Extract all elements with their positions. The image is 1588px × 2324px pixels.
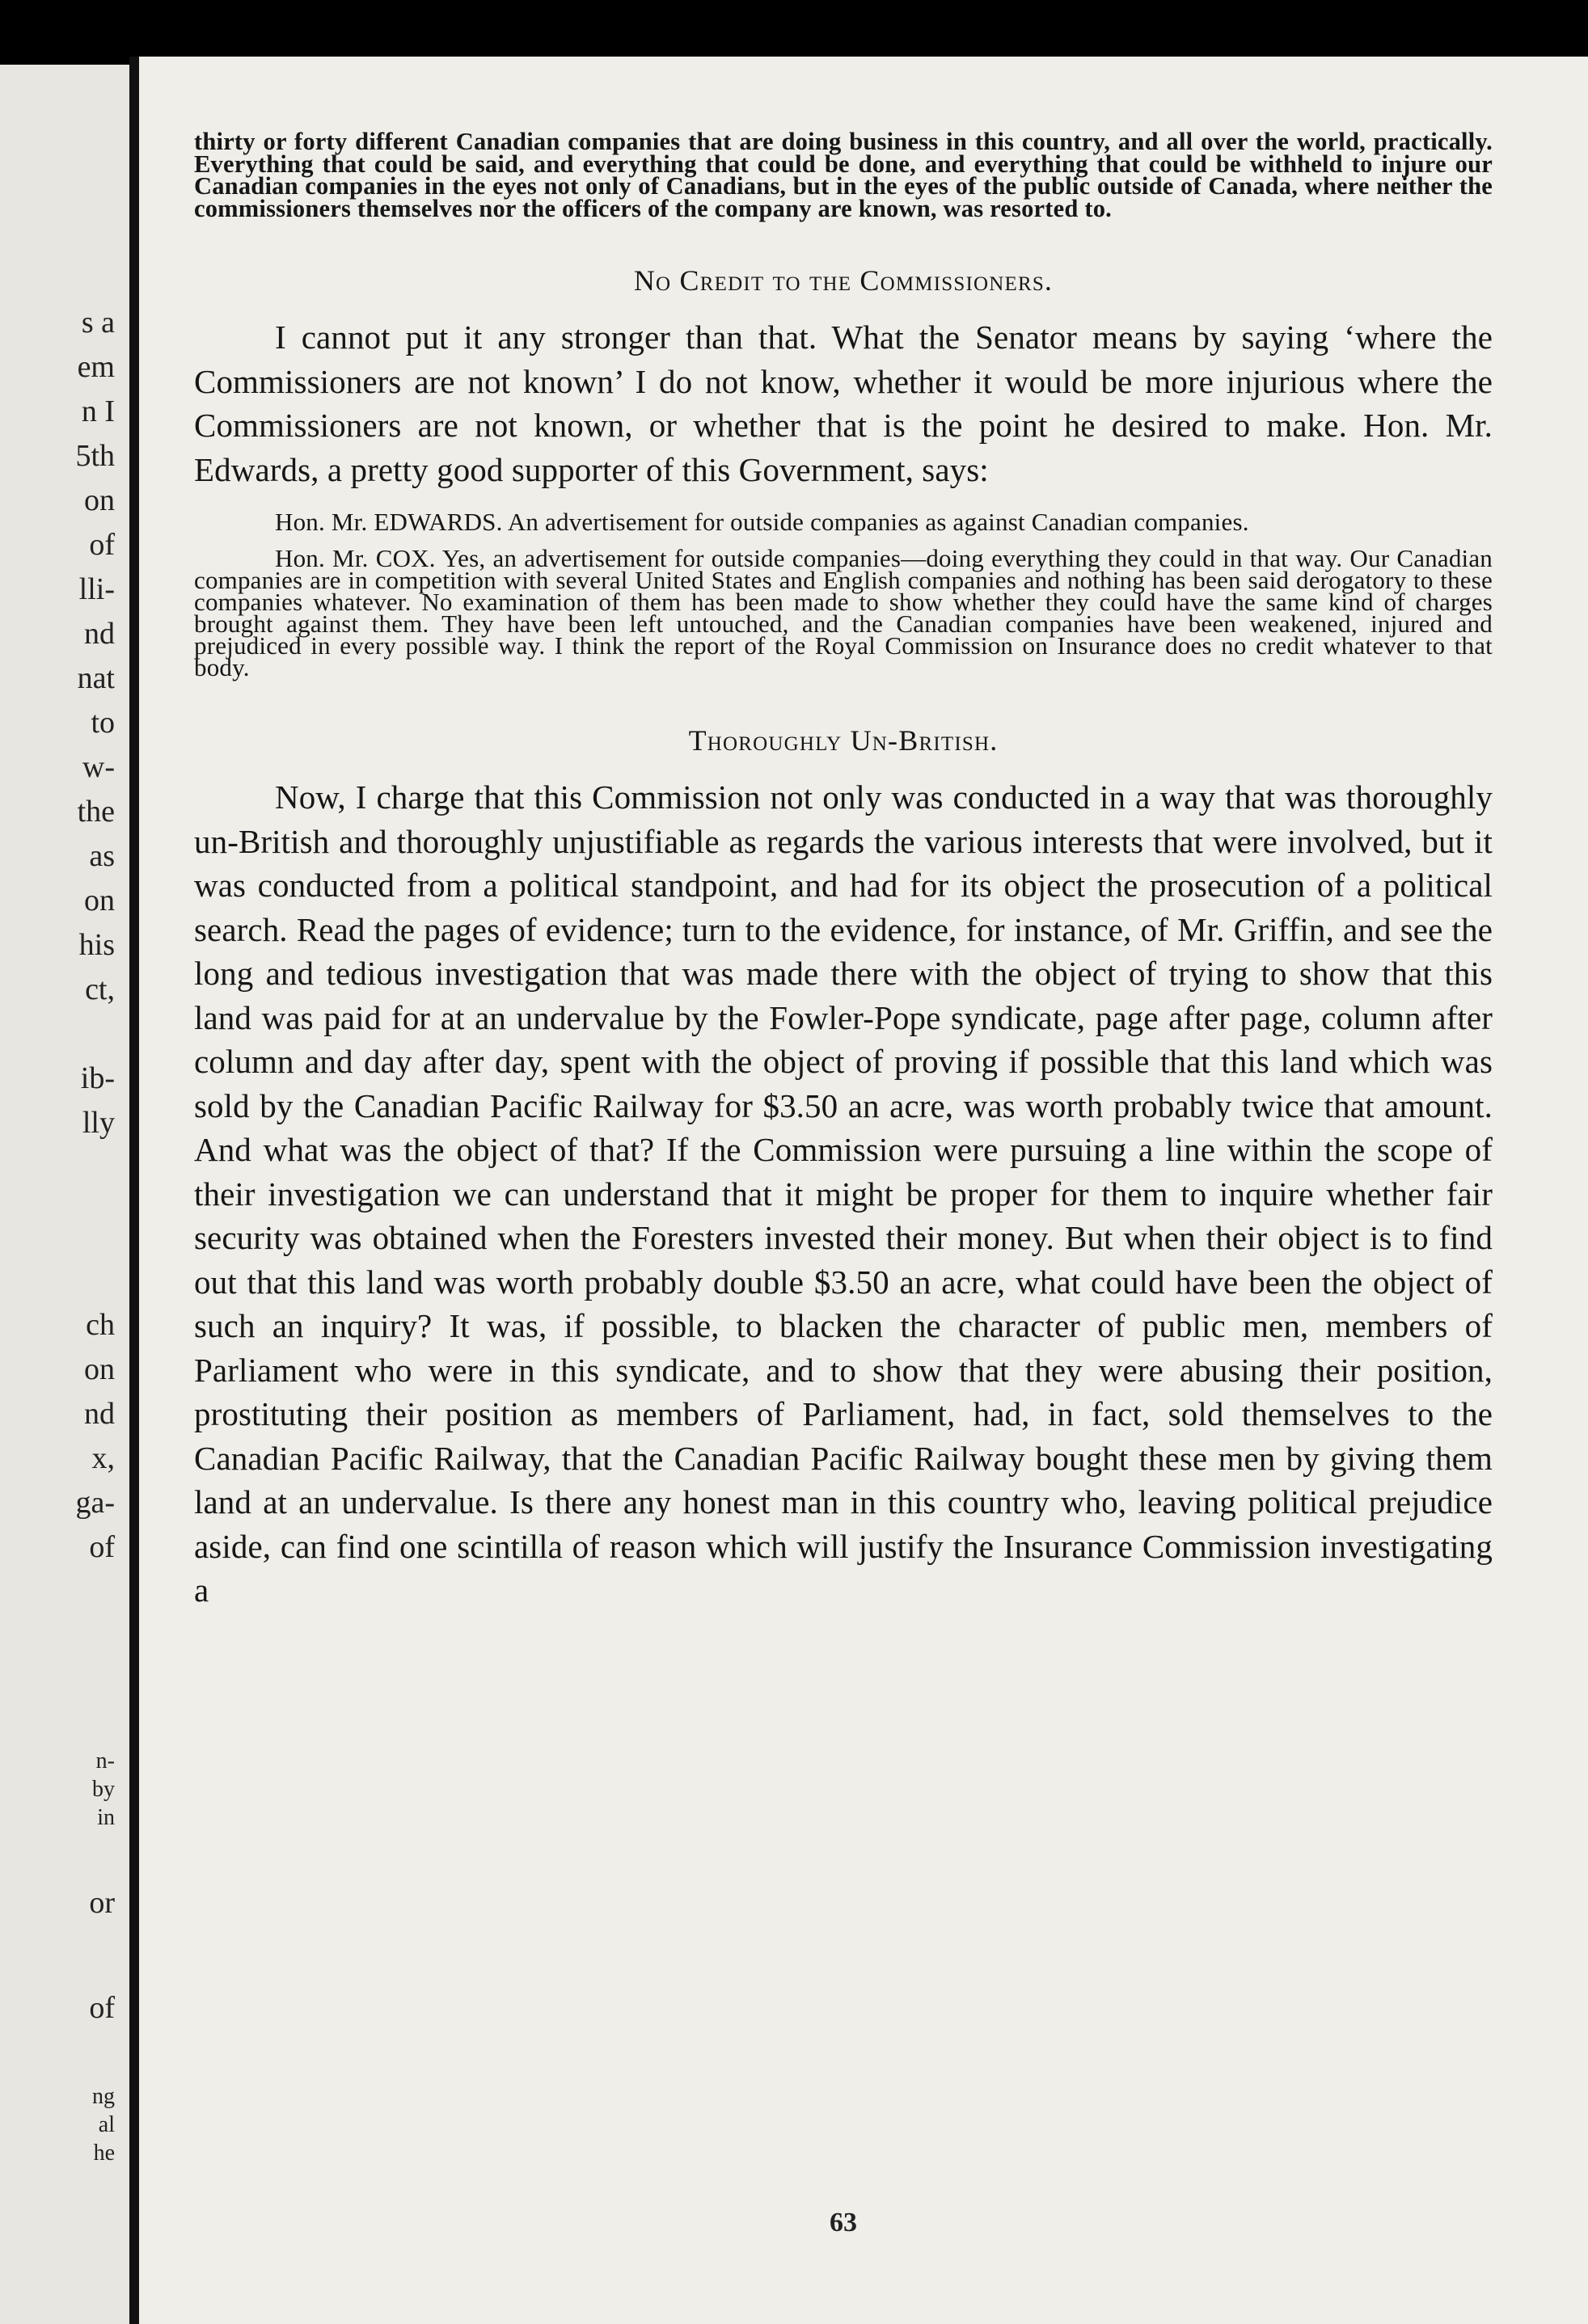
facing-page-text: in [97,1805,115,1830]
quote-cox [194,544,1493,681]
facing-page-text: lly [82,1106,115,1140]
document-page [139,57,1588,2324]
facing-page-fragment [0,65,129,2324]
facing-page-text: as [89,839,115,873]
page-content [194,128,1493,2238]
quote-edwards [194,508,1493,536]
facing-page-text: the [77,795,115,829]
facing-page-text: on [84,1352,115,1386]
facing-page-text: of [89,528,115,562]
facing-page-text: on [84,884,115,917]
facing-page-text: ng [92,2084,115,2109]
facing-page-text: n- [95,1748,115,1774]
section-heading-no-credit: No Credit to the Commissioners. [633,264,1054,297]
section-heading-un-british: Thoroughly Un-British. [688,724,999,757]
facing-page-text: of [89,1530,115,1564]
facing-page-text: ch [86,1308,115,1342]
facing-page-text: ga- [75,1486,115,1520]
facing-page-text: nd [84,617,115,651]
facing-page-text: w- [82,750,115,784]
facing-page-text: em [77,350,115,384]
facing-page-text: his [78,928,115,962]
paragraph-senator-quote-intro: I cannot put it any stronger than that. What the Senator means by saying ‘where the Commissioners are not known’ I do not know, whether it would be more injurious where the Commissioners are not known, or whether that is the point he desired to make. Hon. Mr. Edwards, a pretty good supporter of this Government, says: [194,318,1493,488]
facing-page-text: al [98,2112,115,2137]
quote-speaker: Hon. Mr. EDWARDS. [275,508,503,536]
facing-page-text: to [91,706,115,740]
facing-page-text: n I [81,394,115,428]
quote-speaker: Hon. Mr. COX. [275,544,436,572]
facing-page-text: ct, [85,972,115,1006]
facing-page-text: ib- [80,1061,115,1095]
facing-page-text: on [84,483,115,517]
facing-page-text: nd [84,1397,115,1431]
quote-text: An advertisement for outside companies as against Canadian companies. [507,508,1249,536]
facing-page-text: of [89,1991,115,2025]
quote-text: Yes, an advertisement for outside companies—doing everything they could in that way. Our Canadian companies are in competition with several United States and English companies and nothing has been said derogatory to these companies whatever. No examination of them has been made to show whether they could have the same kind of charges brought against them. They have been left untouched, and the Canadian companies have been weakened, injured and prejudiced in every possible way. I think the report of the Royal Commission on Insurance does no credit whatever to that body. [194,544,1493,681]
page-number: 63 [830,2208,857,2238]
facing-page-text: x, [91,1441,115,1475]
facing-page-text: nat [77,661,115,695]
facing-page-text: lli- [78,572,115,606]
facing-page-text: he [93,2141,115,2166]
facing-page-text: 5th [75,439,115,473]
opening-paragraph: thirty or forty different Canadian companies that are doing business in this country, and all over the world, practically. Everything that could be said, and everything that could be done, and everything that could be withheld to injure our Canadian companies in the eyes not only of Canadians, but in the eyes of the public outside of Canada, where neither the commissioners themselves nor the officers of the company are known, was resorted to. [194,128,1493,222]
paragraph-commission-charge: Now, I charge that this Commission not only was conducted in a way that was thoroughly un-British and thoroughly unjustifiable as regards the various interests that were involved, but it was conducted from a political standpoint, and had for its object the prosecution of a political search. Read the pages of evidence; turn to the evidence, for instance, of Mr. Griffin, and see the long and tedious investigation that was made there with the object of trying to show that this land was paid for at an undervalue by the Fowler-Pope syndicate, page after page, column after column and day after day, spent with the object of proving if possible that this land which was sold by the Canadian Pacific Railway for $3.50 an acre, was worth probably twice that amount. And what was the object of that? If the Commission were pursuing a line within the scope of their investigation we can understand that it might be proper for them to inquire whether fair security was obtained when the Foresters invested their money. But when their object is to find out that this land was worth probably double $3.50 an acre, what could have been the object of such an inquiry? It was, if possible, to blacken the character of public men, members of Parliament who were in this syndicate, and to show that they were abusing their position, prostituting their position as members of Parliament, had, in fact, sold themselves to the Canadian Pacific Railway, that the Canadian Pacific Railway bought these men by giving them land at an undervalue. Is there any honest man in this country who, leaving political prejudice aside, can find one scintilla of reason which will justify the Insurance Commission investigating a [194,778,1493,1609]
facing-page-text: s a [81,306,115,340]
facing-page-text: or [89,1886,115,1920]
facing-page-text: by [92,1777,115,1802]
